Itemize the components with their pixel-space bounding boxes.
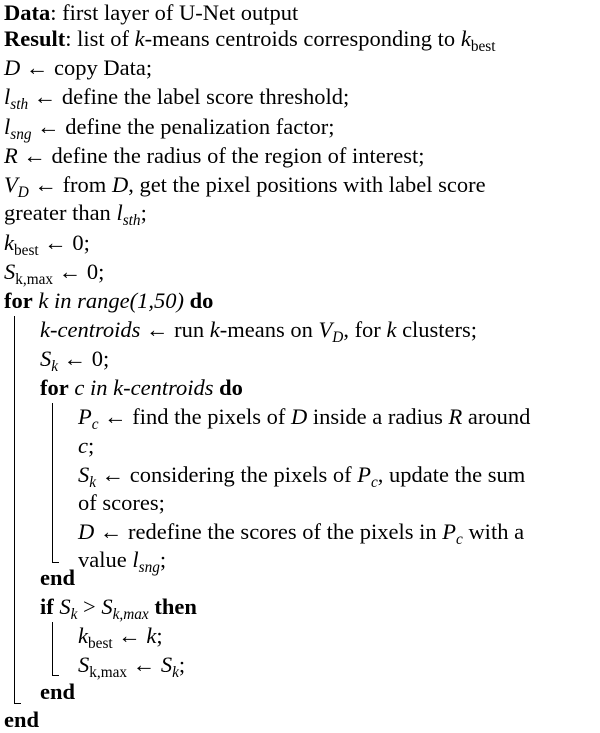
vd-rhs-lsub: sth bbox=[122, 211, 141, 229]
arrow: ← bbox=[25, 55, 49, 80]
data-keyword: Data bbox=[4, 0, 51, 25]
sk-update-rhs-b: , update the sum bbox=[377, 462, 526, 487]
skmax-sub: k,max bbox=[89, 663, 128, 681]
r-var: R bbox=[4, 143, 18, 168]
assign-lsth-line bbox=[4, 84, 598, 113]
d-redefine-rhs-p: P bbox=[442, 519, 457, 544]
d-var: D bbox=[78, 519, 95, 544]
vd-rhs-l: l bbox=[116, 200, 123, 225]
for-outer-cond: k in range(1,50) bbox=[38, 288, 184, 313]
algo-result-line bbox=[4, 26, 598, 55]
if-s1: S bbox=[59, 594, 71, 619]
outer-block-tick bbox=[14, 703, 21, 704]
result-kbest-sub: best bbox=[470, 37, 496, 55]
lsth-var: l bbox=[4, 84, 11, 109]
pc-rhs-c: around bbox=[462, 404, 531, 429]
if-line bbox=[40, 594, 598, 623]
d-redefine-rhs-c: value bbox=[78, 547, 133, 572]
for-inner-line bbox=[40, 375, 598, 401]
pc-var: P bbox=[78, 404, 92, 429]
vd-sub: D bbox=[17, 183, 29, 201]
end-if: end bbox=[40, 679, 76, 704]
set-kbest-rhs-end: ; bbox=[156, 623, 163, 648]
arrow: ← bbox=[104, 404, 127, 429]
if-s2: S bbox=[101, 594, 113, 619]
vd-rhs-a: from bbox=[56, 172, 112, 197]
pc-rhs-cvar: c bbox=[78, 433, 88, 458]
algo-data-line bbox=[4, 0, 598, 26]
for-keyword: for bbox=[4, 288, 33, 313]
d-var: D bbox=[4, 55, 21, 80]
arrow: ← bbox=[23, 143, 46, 168]
vd-rhs-end: ; bbox=[140, 200, 147, 225]
result-k: k bbox=[134, 26, 145, 51]
kbest-var: k bbox=[4, 230, 14, 255]
set-skmax-line bbox=[78, 652, 598, 681]
skmax-var: S bbox=[78, 652, 90, 677]
for-keyword: for bbox=[40, 375, 69, 400]
assign-lsth-rhs: define the label score threshold; bbox=[56, 84, 350, 109]
inner-for-block-tick bbox=[52, 562, 59, 563]
if-keyword: if bbox=[40, 594, 54, 619]
lsng-var: l bbox=[4, 114, 11, 139]
for-outer-line bbox=[4, 288, 598, 314]
sk-sub: k bbox=[51, 357, 59, 375]
if-op: > bbox=[77, 594, 102, 619]
assign-lsng-rhs: define the penalization factor; bbox=[59, 114, 335, 139]
arrow: ← bbox=[63, 346, 87, 371]
set-kbest-line bbox=[78, 623, 598, 652]
assign-r-rhs: define the radius of the region of interest; bbox=[45, 143, 425, 168]
pc-line-cont bbox=[78, 433, 598, 459]
kmeans-rhs-v: V bbox=[318, 317, 333, 342]
lsth-sub: sth bbox=[10, 95, 29, 113]
assign-r-line bbox=[4, 143, 598, 169]
sk-update-line bbox=[78, 462, 598, 491]
assign-d-rhs: copy Data; bbox=[48, 55, 153, 80]
if-s1sub: k bbox=[70, 605, 78, 623]
init-kbest-rhs: 0; bbox=[66, 230, 90, 255]
result-keyword: Result bbox=[4, 26, 66, 51]
assign-d-line bbox=[4, 55, 598, 81]
do-keyword: do bbox=[219, 375, 243, 400]
for-inner-c: c bbox=[74, 375, 85, 400]
sk-update-rhs-c: of scores; bbox=[78, 490, 165, 515]
d-redefine-rhs-l: l bbox=[132, 547, 139, 572]
kcentroids-var: k-centroids bbox=[40, 317, 141, 342]
d-redefine-rhs-end: ; bbox=[159, 547, 167, 572]
init-skmax-rhs: 0; bbox=[81, 259, 105, 284]
assign-vd-line-cont bbox=[4, 200, 598, 229]
sk-sub: k bbox=[89, 473, 97, 491]
for-inner-cond: in k-centroids bbox=[84, 375, 214, 400]
sk-update-line-cont bbox=[78, 490, 598, 516]
kmeans-rhs-k2: k bbox=[386, 317, 397, 342]
arrow: ← bbox=[33, 84, 57, 109]
d-redefine-rhs-b: with a bbox=[462, 519, 525, 544]
vd-rhs-c: greater than bbox=[4, 200, 117, 225]
pc-line bbox=[78, 404, 598, 433]
arrow: ← bbox=[101, 462, 125, 487]
d-redefine-rhs-a: redefine the scores of the pixels in bbox=[122, 519, 443, 544]
init-sk-rhs: 0; bbox=[86, 346, 110, 371]
result-text-b: -means centroids corresponding to bbox=[144, 26, 461, 51]
d-redefine-line bbox=[78, 519, 598, 548]
then-keyword: then bbox=[154, 594, 197, 619]
set-skmax-rhs-ssub: k bbox=[172, 663, 179, 681]
skmax-var: S bbox=[4, 259, 16, 284]
assign-vd-line bbox=[4, 172, 598, 201]
pc-rhs-end: ; bbox=[88, 433, 95, 458]
pc-rhs-b: inside a radius bbox=[307, 404, 449, 429]
kmeans-rhs-k: k bbox=[209, 317, 220, 342]
if-block-tick bbox=[52, 675, 59, 676]
kbest-sub: best bbox=[14, 241, 39, 259]
set-skmax-rhs-s: S bbox=[160, 652, 173, 677]
kbest-sub: best bbox=[88, 634, 113, 652]
arrow: ← bbox=[44, 230, 67, 255]
pc-rhs-r: R bbox=[448, 404, 463, 429]
vd-rhs-b: , get the pixel positions with label score bbox=[128, 172, 486, 197]
kmeans-rhs-a: run bbox=[168, 317, 210, 342]
kmeans-rhs-b: -means on bbox=[219, 317, 319, 342]
arrow: ← bbox=[118, 623, 141, 648]
data-text: : first layer of U-Net output bbox=[50, 0, 299, 25]
arrow: ← bbox=[58, 259, 82, 284]
inner-for-block-bar bbox=[52, 403, 53, 563]
arrow: ← bbox=[132, 652, 156, 677]
result-kbest: k bbox=[460, 26, 471, 51]
init-kbest-line bbox=[4, 230, 598, 259]
do-keyword: do bbox=[189, 288, 214, 313]
pc-sub: c bbox=[91, 415, 99, 433]
kbest-var: k bbox=[78, 623, 88, 648]
vd-var: V bbox=[4, 172, 18, 197]
kmeans-rhs-vsub: D bbox=[332, 328, 344, 346]
outer-block-bar bbox=[14, 316, 15, 704]
pc-rhs-a: find the pixels of bbox=[126, 404, 292, 429]
d-redefine-rhs-lsub: sng bbox=[138, 558, 160, 576]
sk-update-rhs-p: P bbox=[357, 462, 371, 487]
set-skmax-rhs-end: ; bbox=[178, 652, 186, 677]
d-redefine-rhs-psub: c bbox=[456, 530, 463, 548]
sk-update-rhs-a: considering the pixels of bbox=[124, 462, 358, 487]
sk-var: S bbox=[40, 346, 52, 371]
arrow: ← bbox=[34, 172, 57, 197]
lsng-sub: sng bbox=[10, 125, 32, 143]
assign-lsng-line bbox=[4, 114, 598, 143]
if-block-bar bbox=[52, 622, 53, 676]
sk-update-rhs-psub: c bbox=[371, 473, 378, 491]
sk-var: S bbox=[78, 462, 90, 487]
pc-rhs-d: D bbox=[291, 404, 308, 429]
arrow: ← bbox=[99, 519, 123, 544]
arrow: ← bbox=[146, 317, 169, 342]
skmax-sub: k,max bbox=[15, 270, 54, 288]
result-text-a: : list of bbox=[65, 26, 135, 51]
kmeans-rhs-c: , for bbox=[343, 317, 387, 342]
init-skmax-line bbox=[4, 259, 598, 288]
arrow: ← bbox=[37, 114, 60, 139]
if-s2sub: k,max bbox=[112, 605, 149, 623]
kmeans-rhs-d: clusters; bbox=[396, 317, 478, 342]
init-sk-line bbox=[40, 346, 598, 375]
end-outer-for: end bbox=[4, 707, 40, 732]
set-kbest-rhs-k: k bbox=[146, 623, 157, 648]
vd-rhs-d: D bbox=[111, 172, 129, 197]
end-inner-for: end bbox=[40, 565, 76, 590]
kmeans-line bbox=[40, 317, 598, 346]
